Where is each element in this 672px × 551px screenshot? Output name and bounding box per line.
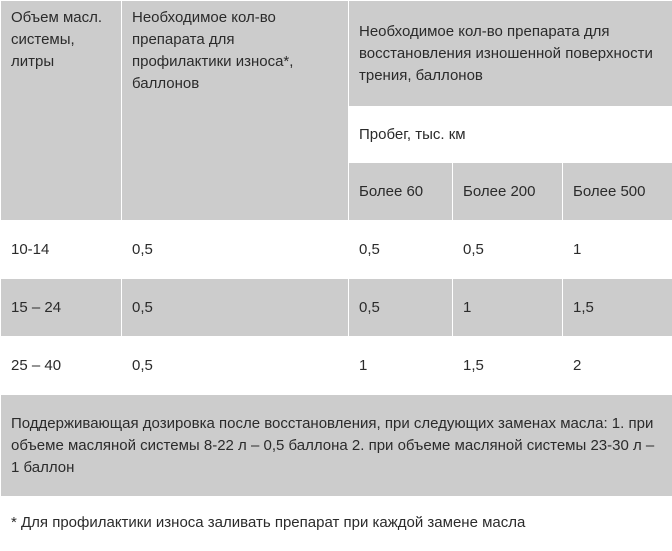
cell-prophylaxis: 0,5: [122, 279, 349, 337]
subheader-more-500: Более 500: [563, 163, 672, 221]
cell-more-200: 1,5: [453, 337, 563, 395]
header-prophylaxis: Необходимое кол-во препарата для профилактики износа*, баллонов: [122, 1, 349, 221]
header-volume: Объем масл. системы, литры: [1, 1, 122, 221]
cell-more-200: 1: [453, 279, 563, 337]
header-restoration: Необходимое кол-во препарата для восстановления изношенной поверхности трения, баллонов: [349, 1, 672, 107]
subheader-more-60: Более 60: [349, 163, 453, 221]
cell-more-60: 0,5: [349, 221, 453, 279]
header-mileage: Пробег, тыс. км: [349, 107, 672, 163]
cell-more-60: 0,5: [349, 279, 453, 337]
table-row: [1, 337, 672, 395]
table-row: [1, 279, 672, 337]
cell-volume: 25 – 40: [1, 337, 122, 395]
maintenance-row: [1, 395, 672, 497]
header-row: [1, 1, 672, 107]
cell-more-500: 1: [563, 221, 672, 279]
maintenance-note: Поддерживающая дозировка после восстановления, при следующих заменах масла: 1. при объеме масляной системы 8-22 л – 0,5 баллона 2. при объеме масляной системы 23-30 л – 1 баллон: [1, 395, 672, 497]
cell-more-60: 1: [349, 337, 453, 395]
cell-more-500: 1,5: [563, 279, 672, 337]
cell-more-200: 0,5: [453, 221, 563, 279]
footnote-row: [1, 497, 672, 549]
subheader-more-200: Более 200: [453, 163, 563, 221]
cell-prophylaxis: 0,5: [122, 337, 349, 395]
footnote: * Для профилактики износа заливать препарат при каждой замене масла: [1, 497, 672, 549]
table-row: [1, 221, 672, 279]
cell-more-500: 2: [563, 337, 672, 395]
cell-prophylaxis: 0,5: [122, 221, 349, 279]
cell-volume: 10-14: [1, 221, 122, 279]
cell-volume: 15 – 24: [1, 279, 122, 337]
